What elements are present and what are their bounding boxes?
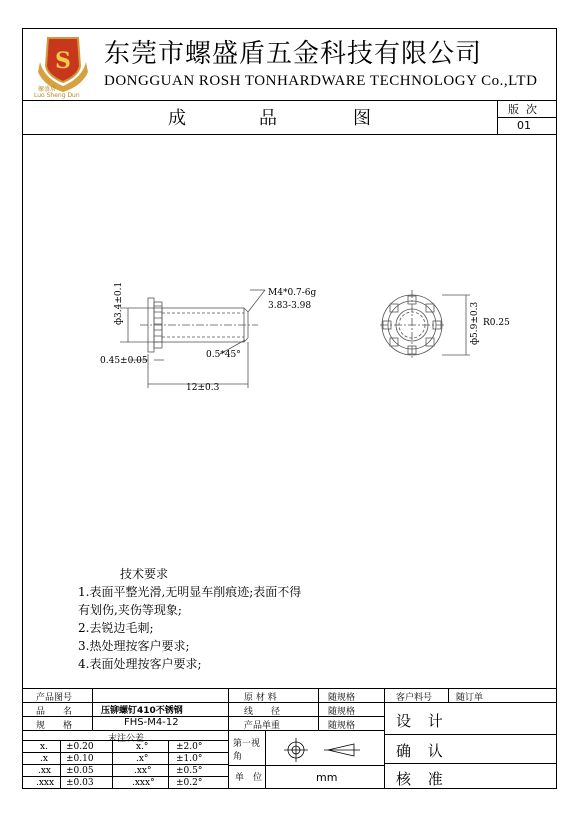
shank-dia-label: ф3.4±0.1: [114, 281, 124, 325]
header-divider: [22, 100, 557, 101]
length-label: 12±0.3: [186, 383, 220, 393]
name-value: 压铆螺钉410不锈钢: [101, 706, 183, 716]
head-dia-label: ф5.9±0.3: [470, 301, 480, 345]
customer-no-label: 客户料号: [396, 693, 433, 703]
design-label: 设 计: [396, 712, 449, 730]
projection-symbol-icon: [280, 738, 370, 762]
drawing-frame: [22, 28, 557, 789]
review-label: 确 认: [396, 742, 449, 760]
wire-value: 随规格: [328, 707, 356, 717]
title-char-3: 图: [353, 108, 371, 129]
radius-label: R0.25: [483, 318, 510, 328]
company-name-en: DONGGUAN ROSH TONHARDWARE TECHNOLOGY Co.,LTD: [104, 73, 538, 89]
head-thickness-label: 0.45±0.05: [100, 356, 148, 366]
tol-r4-c4: ±0.2°: [176, 778, 203, 788]
tol-r3-c1: .xx: [38, 766, 52, 776]
tol-r2-c3: .x°: [136, 754, 149, 764]
tolerance-label: 末注公差: [108, 734, 145, 744]
tol-r1-c3: x.°: [136, 742, 149, 752]
customer-no-value: 随订单: [456, 693, 484, 703]
thread-dia-label: 3.83-3.98: [268, 301, 312, 311]
tol-r2-c4: ±1.0°: [176, 754, 203, 764]
tol-r1-c4: ±2.0°: [176, 742, 203, 752]
notes-heading: 技术要求: [120, 567, 169, 581]
unit-value: mm: [316, 771, 338, 784]
note-line-2: 有划伤,夹伤等现象;: [78, 603, 182, 617]
title-char-1: 成: [168, 108, 186, 129]
technical-notes: [78, 565, 301, 673]
title-char-2: 品: [259, 108, 277, 129]
angle-label: 第一视角: [233, 739, 261, 762]
unit-label: 单 位: [235, 773, 263, 783]
note-line-3: 2.去锐边毛刺;: [78, 621, 154, 635]
spec-value: FHS-M4-12: [124, 717, 179, 728]
tol-r3-c2: ±0.05: [66, 766, 94, 776]
tol-r2-c1: .x: [40, 754, 48, 764]
name-label: 品 名: [36, 707, 73, 717]
tol-r1-c1: x.: [40, 742, 48, 752]
approve-label: 核 准: [396, 770, 449, 788]
thread-spec-label: M4*0.7-6g: [268, 288, 317, 298]
version-mid-line: [497, 117, 557, 118]
material-value: 随规格: [328, 693, 356, 703]
company-name-cn: 东莞市螺盛盾五金科技有限公司: [104, 39, 483, 69]
note-line-1: 1.表面平整光滑,无明显车削痕迹;表面不得: [78, 585, 302, 599]
wire-label: 线 径: [244, 707, 281, 717]
tol-r2-c2: ±0.10: [66, 754, 94, 764]
tol-r3-c3: .xx°: [134, 766, 152, 776]
weight-value: 随规格: [328, 721, 356, 731]
tol-r3-c4: ±0.5°: [176, 766, 203, 776]
tol-r4-c3: .xxx°: [132, 778, 155, 788]
title-divider: [22, 134, 557, 135]
product-no-label: 产品图号: [36, 693, 73, 703]
spec-label: 规 格: [36, 721, 73, 731]
logo-text-en: Luo Sheng Dun: [34, 92, 80, 99]
logo-text-cn: 螺盛盾: [38, 86, 57, 93]
tol-r4-c1: .xxx: [36, 778, 55, 788]
tol-r4-c2: ±0.03: [66, 778, 94, 788]
part-drawing: [90, 280, 510, 400]
tol-r1-c2: ±0.20: [66, 742, 94, 752]
note-line-5: 4.表面处理按客户要求;: [78, 657, 202, 671]
note-line-4: 3.热处理按客户要求;: [78, 639, 190, 653]
version-label: 版 次: [508, 103, 537, 116]
version-value: 01: [517, 119, 531, 132]
material-label: 原 材 料: [244, 693, 277, 703]
weight-label: 产品单重: [244, 721, 281, 731]
chamfer-label: 0.5*45°: [206, 350, 241, 360]
svg-text:S: S: [55, 48, 71, 74]
